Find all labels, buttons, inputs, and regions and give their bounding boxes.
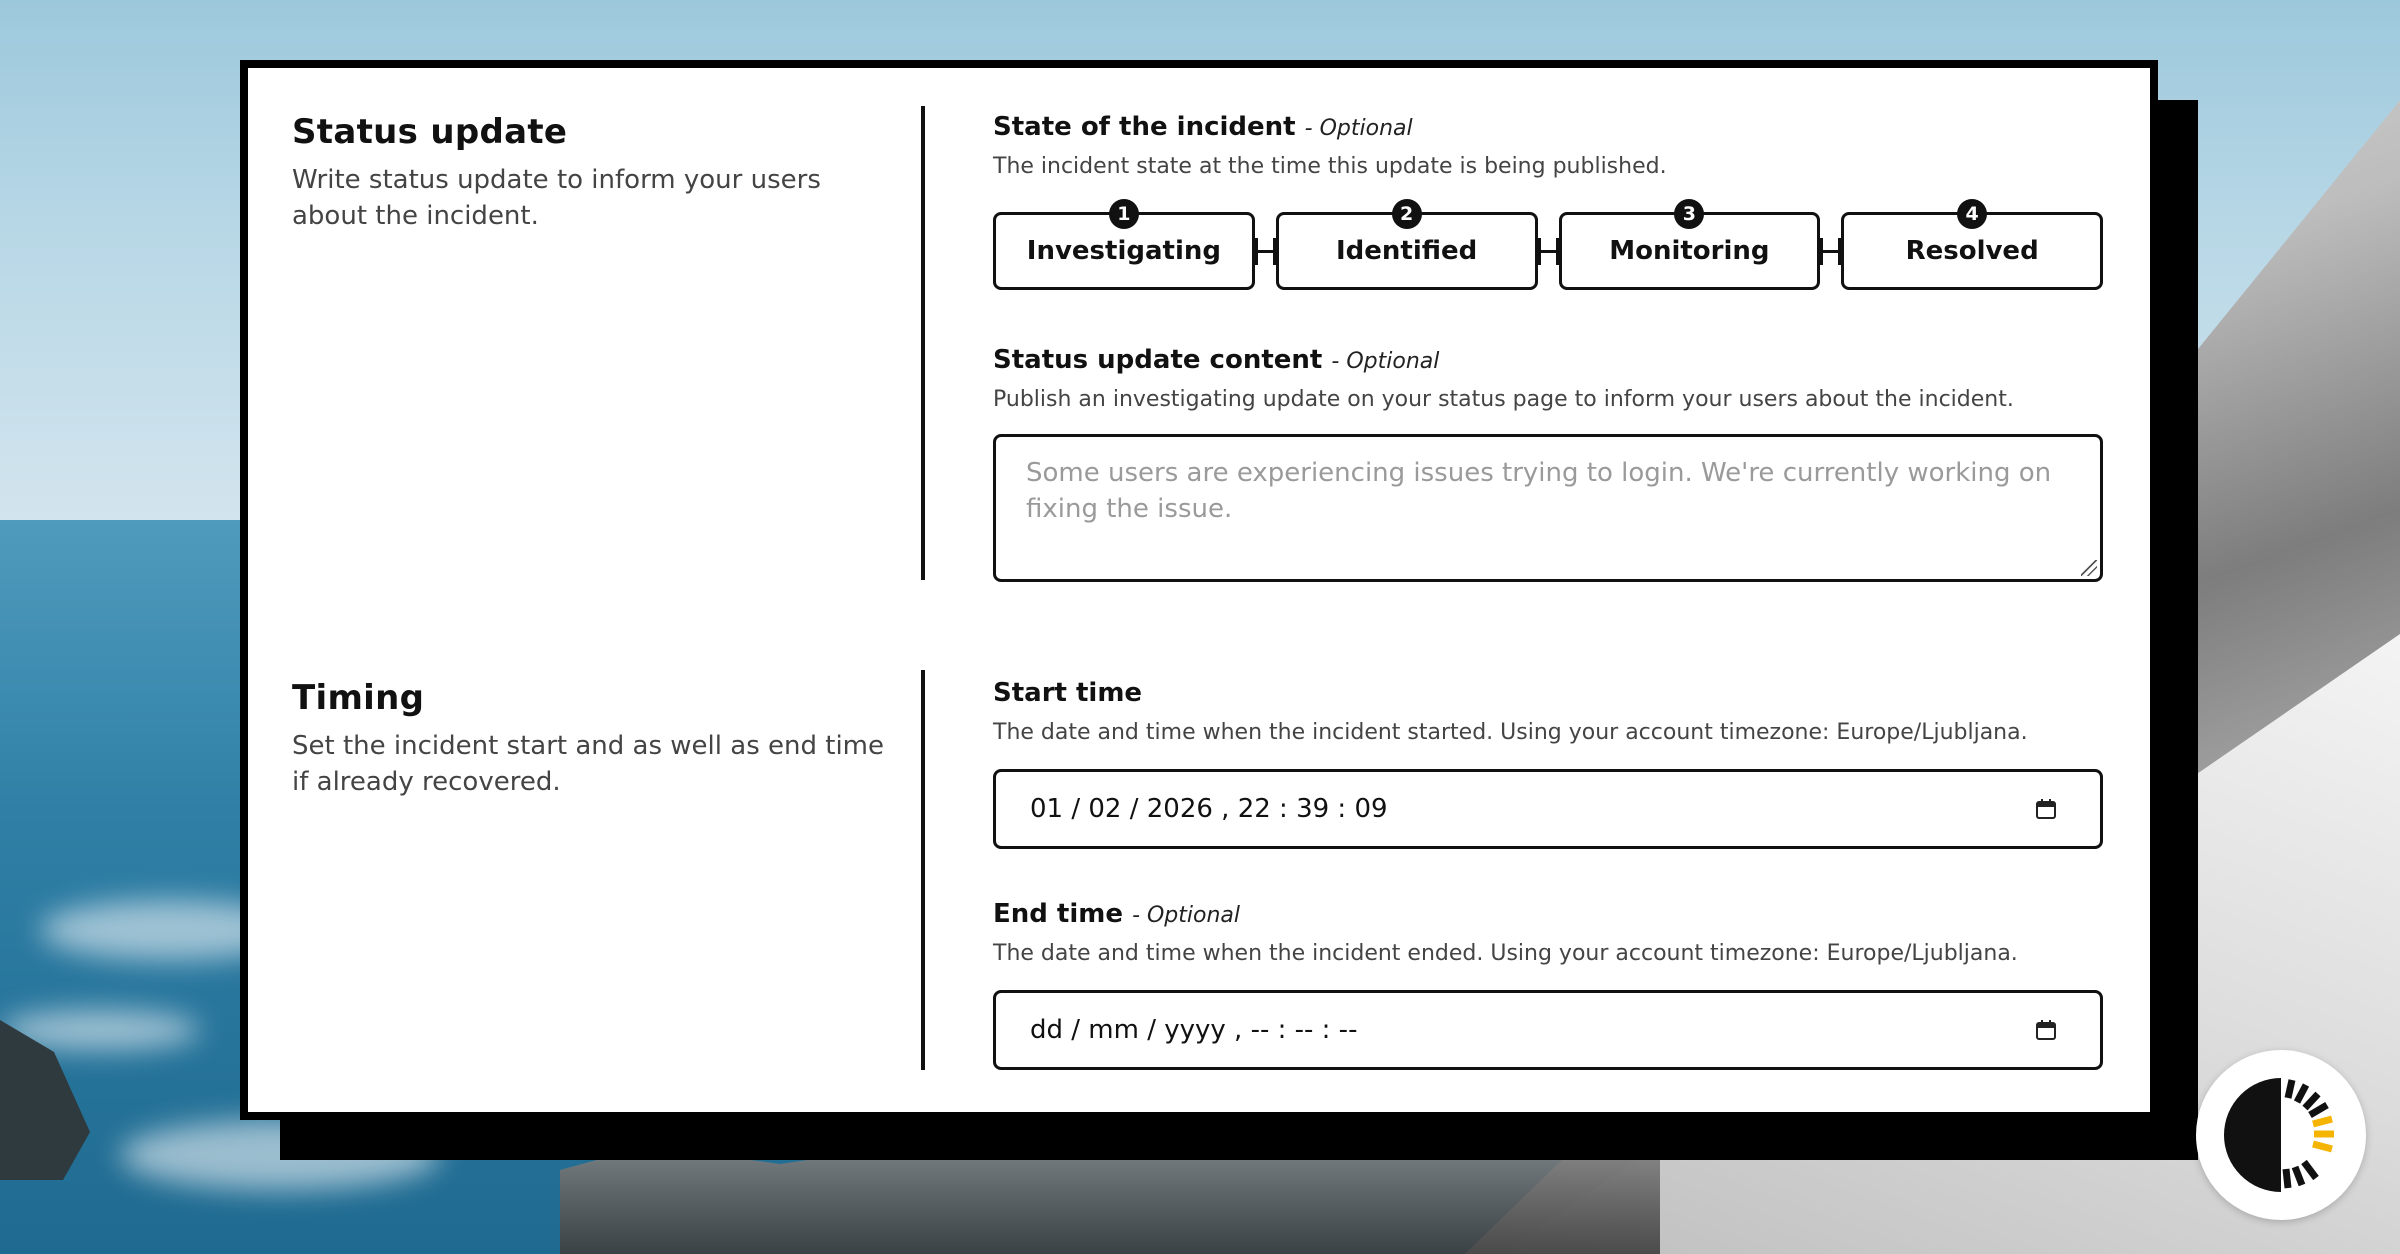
state-step-identified[interactable] bbox=[1276, 203, 1538, 290]
section-description: Write status update to inform your users about the incident. bbox=[292, 165, 821, 231]
step-label: Resolved bbox=[1905, 236, 2039, 266]
step-number: 2 bbox=[1392, 199, 1422, 229]
end-time-label-text: End time bbox=[993, 899, 1123, 929]
status-update-intro bbox=[292, 112, 892, 234]
state-step-monitoring[interactable] bbox=[1559, 203, 1821, 290]
section-description: Set the incident start and as well as end time if already recovered. bbox=[292, 731, 884, 797]
step-number: 3 bbox=[1674, 199, 1704, 229]
step-number: 1 bbox=[1109, 199, 1139, 229]
status-update-textarea[interactable] bbox=[993, 434, 2103, 582]
section-divider bbox=[921, 670, 925, 1070]
end-time-value: dd / mm / yyyy , -- : -- : -- bbox=[1030, 1015, 1358, 1045]
status-update-fields bbox=[993, 112, 2103, 582]
state-label-text: State of the incident bbox=[993, 112, 1296, 142]
step-connector bbox=[1538, 250, 1559, 253]
state-label bbox=[993, 112, 2103, 142]
incident-state-stepper bbox=[993, 203, 2103, 291]
optional-tag: - Optional bbox=[1304, 116, 1413, 141]
optional-tag: - Optional bbox=[1132, 903, 1241, 928]
section-title: Status update bbox=[292, 112, 568, 152]
start-time-description: The date and time when the incident started. Using your account timezone: Europe/Ljubljana. bbox=[993, 720, 2028, 745]
step-connector bbox=[1255, 250, 1276, 253]
end-time-input[interactable] bbox=[993, 990, 2103, 1070]
content-label bbox=[993, 345, 2103, 375]
resize-handle-icon[interactable] bbox=[2081, 560, 2097, 576]
state-step-investigating[interactable] bbox=[993, 203, 1255, 290]
start-time-input[interactable] bbox=[993, 769, 2103, 849]
state-step-resolved[interactable] bbox=[1841, 203, 2103, 290]
step-label: Monitoring bbox=[1609, 236, 1770, 266]
start-time-label: Start time bbox=[993, 678, 1143, 708]
logo-icon bbox=[2196, 1050, 2366, 1220]
step-label: Investigating bbox=[1026, 236, 1221, 266]
step-number: 4 bbox=[1957, 199, 1987, 229]
timing-intro bbox=[292, 678, 892, 800]
incident-form-card bbox=[240, 60, 2158, 1120]
calendar-icon[interactable] bbox=[2034, 797, 2058, 821]
end-time-label bbox=[993, 899, 2103, 929]
status-update-section bbox=[248, 68, 2150, 608]
timing-fields bbox=[993, 678, 2103, 1070]
start-time-value: 01 / 02 / 2026 , 22 : 39 : 09 bbox=[1030, 794, 1388, 824]
optional-tag: - Optional bbox=[1331, 349, 1440, 374]
end-time-description: The date and time when the incident ended. Using your account timezone: Europe/Ljubljana. bbox=[993, 941, 2018, 966]
content-description: Publish an investigating update on your status page to inform your users about the incident. bbox=[993, 387, 2014, 412]
brand-logo bbox=[2196, 1050, 2366, 1220]
step-connector bbox=[1820, 250, 1841, 253]
timing-section bbox=[248, 628, 2150, 1128]
content-label-text: Status update content bbox=[993, 345, 1323, 375]
state-description: The incident state at the time this update is being published. bbox=[993, 154, 1667, 179]
section-divider bbox=[921, 106, 925, 580]
section-title: Timing bbox=[292, 678, 425, 718]
calendar-icon[interactable] bbox=[2034, 1018, 2058, 1042]
content-textarea-wrapper bbox=[993, 434, 2103, 582]
step-label: Identified bbox=[1335, 236, 1478, 266]
